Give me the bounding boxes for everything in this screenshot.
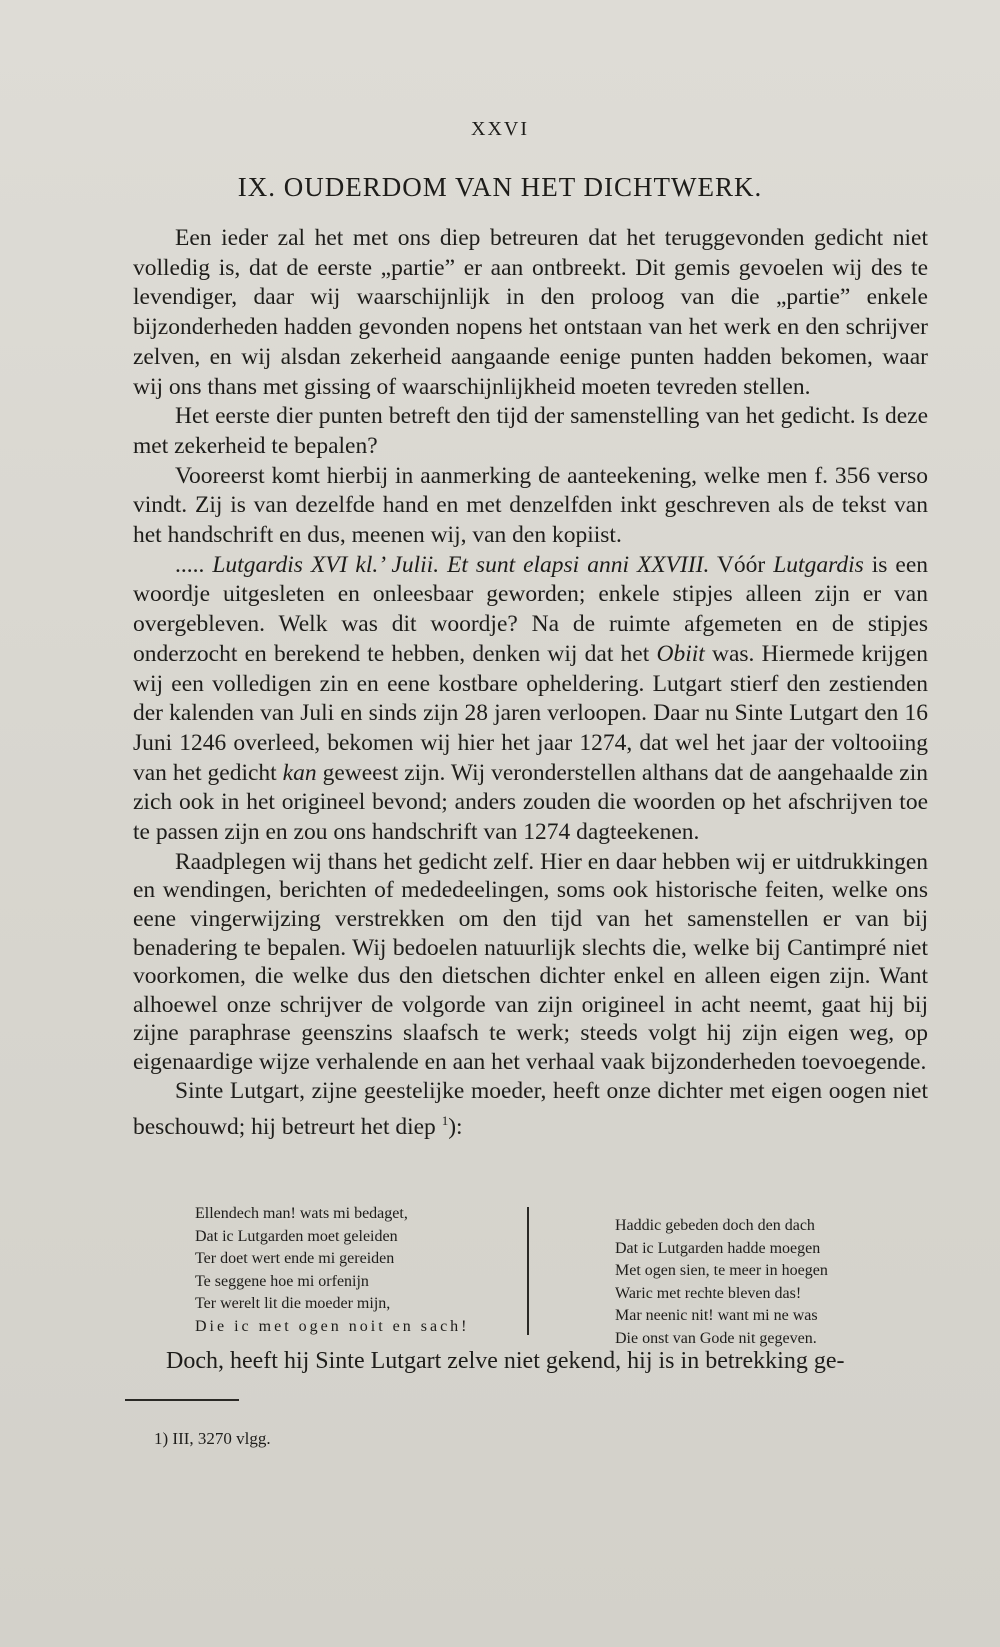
text-voor: Vóór	[716, 551, 766, 578]
footnote-divider	[125, 1399, 239, 1401]
ellipsis: .....	[175, 551, 205, 578]
quote-lutgardis: Lutgardis	[773, 551, 864, 578]
paragraph-5: Raadplegen wij thans het gedicht zelf. Hier en daar hebben wij er uitdrukkingen en wendingen, berichten of mededeelingen, soms ook historische feiten, welke ons eene vingerwijzing verstrekken om den tijd van het samenstellen er van bij benadering te bepalen. Wij bedoelen natuurlijk slechts die, welke bij Cantimpré niet voorkomen, die welke dus den dietschen dichter enkel en alleen eigen zijn. Want alhoewel onze schrijver de volgorde van zijn origineel in acht neemt, gaat hij bij zijne paraphrase geenszins slaafsch te werk; steeds volgt hij zijn eigen weg, op eigenaardige wijze verhalende en aan het verhaal vaak bijzonderheden toevoegende.	[133, 848, 928, 1075]
verse-line: Ter werelt lit die moeder mijn,	[195, 1295, 391, 1312]
text-hiermede: was. Hiermede krijgen wij een volledigen zin en eene kostbare opheldering. Lutgart stierf den zestienden der kalenden van Juli en sinds zijn 28 jaren verloopen. Daar nu Sinte Lutgart den 16 Juni 1246 overleed, bekomen wij hier het jaar 1274, dat wel het jaar der voltooiing van het gedicht	[133, 640, 929, 786]
verse-line: Mar neenic nit! want mi ne was	[615, 1307, 818, 1324]
quote-obiit: Obiit	[656, 640, 705, 667]
body-text	[133, 224, 928, 1143]
text-colon: ):	[448, 1114, 463, 1141]
quote-kan: kan	[282, 759, 317, 786]
verse-line: Waric met rechte bleven das!	[615, 1284, 802, 1302]
continuation-line: Doch, heeft hij Sinte Lutgart zelve niet gekend, hij is in betrekking ge-	[166, 1348, 845, 1374]
paragraph-3: Vooreerst komt hierbij in aanmerking de aanteekening, welke men f. 356 verso vindt. Zij is van dezelfde hand en met denzelfden inkt geschreven als de tekst van het handschrift en dus, meenen wij, van den kopiist.	[133, 462, 928, 549]
paragraph-2: Het eerste dier punten betreft den tijd der samenstelling van het gedicht. Is deze met zekerheid te bepalen?	[133, 403, 928, 459]
quote-lutgardis-date: Lutgardis XVI kl.’ Julii.	[212, 551, 440, 578]
verse-line: Die onst van Gode nit gegeven.	[615, 1329, 817, 1347]
verse-line: Met ogen sien, te meer in hoegen	[615, 1262, 828, 1279]
text-sinte-lutgart: Sinte Lutgart, zijne geestelijke moeder, heeft onze dichter met eigen oogen niet beschouwd; hij betreurt het diep	[133, 1077, 928, 1141]
text-veronderstellen: geweest zijn. Wij veronderstellen althans dat de aangehaalde zin zich ook in het origineel bevond; anders zouden die woorden op het afschrijven toe te passen zijn en zou ons handschrift van 1274 dagteekenen.	[133, 759, 928, 846]
quote-elapsi: Et sunt elapsi anni XXVIII.	[447, 551, 710, 578]
verse-line: Dat ic Lutgarden hadde moegen	[615, 1239, 821, 1257]
verse-line: Dat ic Lutgarden moet geleiden	[195, 1227, 398, 1245]
page-number: XXVI	[471, 118, 529, 140]
footnote: 1) III, 3270 vlgg.	[154, 1429, 271, 1448]
text-woordje: is een woordje uitgesleten en onleesbaar geworden; enkele stipjes alleen zijn er van overgebleven. Welk was dit woordje? Na de ruimte afgemeten en de stipjes onderzocht en berekend te hebben, denken wij dat het	[133, 551, 929, 667]
verse-divider	[527, 1207, 529, 1335]
footnote-ref: 1	[441, 1113, 449, 1129]
verse-left-column	[195, 1203, 535, 1338]
verse-line: Die ic met ogen noit en sach!	[195, 1317, 470, 1335]
verse-right-column	[615, 1215, 915, 1350]
verse-line: Ellendech man! wats mi bedaget,	[195, 1205, 408, 1222]
verse-line: Ter doet wert ende mi gereiden	[195, 1250, 395, 1267]
paragraph-1: Een ieder zal het met ons diep betreuren dat het teruggevonden gedicht niet volledig is, dat de eerste „partie” er aan ontbreekt. Dit gemis gevoelen wij des te levendiger, daar wij waarschijnlijk in den proloog van die „partie” enkele bijzonderheden hadden gevonden nopens het ontstaan van het werk en den schrijver zelven, en wij alsdan zekerheid aangaande eenige punten hadden bekomen, waar wij ons thans met gissing of waarschijnlijkheid moeten tevreden stellen.	[133, 225, 928, 400]
verse-line: Te seggene hoe mi orfenijn	[195, 1272, 369, 1290]
verse-line: Haddic gebeden doch den dach	[615, 1217, 815, 1234]
chapter-title: IX. OUDERDOM VAN HET DICHTWERK.	[237, 172, 763, 202]
paragraph-4	[133, 551, 928, 848]
verse-quote	[195, 1203, 915, 1347]
paragraph-6	[133, 1077, 928, 1143]
